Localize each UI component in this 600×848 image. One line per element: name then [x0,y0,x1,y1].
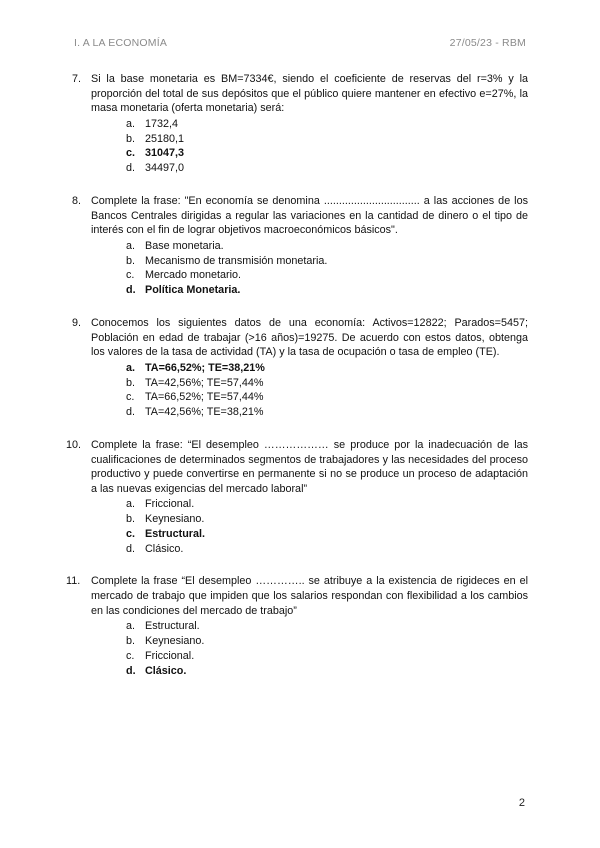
answer-option [91,512,528,527]
page-number: 2 [518,797,525,809]
answer-option [91,239,528,254]
option-text: Clásico. [145,664,187,677]
answer-option [91,161,528,176]
answer-option [91,376,528,391]
option-text: Friccional. [145,498,195,511]
option-text: Estructural. [145,527,205,540]
page-header [74,37,526,51]
question-text: Complete la frase “El desempleo ………….. se atribuye a la existencia de rigideces en el mercado de trabajo que impiden que los salarios respondan con flexibilidad a los cambios en las condiciones del mercado de trabajo” [91,575,528,617]
answer-option [91,254,528,269]
question-number: 10. [66,438,82,451]
answer-option [91,117,528,132]
answer-options [91,619,528,678]
question-text: Complete la frase: "En economía se denomina ................................ a las acciones de los Bancos Centrales dirigidas a regular las variaciones en la cantidad de dinero o el tipo de interés con el fin de lograr objetivos macroeconómicos básicos". [91,194,528,237]
option-letter: d. [126,162,136,175]
option-letter: c. [126,147,136,160]
option-letter: d. [126,664,136,677]
option-letter: d. [126,284,136,297]
answer-option [91,664,528,679]
option-letter: a. [126,117,136,130]
question-text: Complete la frase: “El desempleo ……………… se produce por la inadecuación de las cualificaciones de determinados segmentos de trabajadores y las necesidades del proceso productivo y puede convertirse en permanente si no se produce un proceso de adaptación a las nuevas exigencias del mercado laboral” [91,438,528,495]
option-text: TA=42,56%; TE=38,21% [145,406,264,419]
option-text: Keynesiano. [145,635,205,648]
option-text: TA=66,52%; TE=38,21% [145,361,265,374]
question-item [66,438,528,557]
question-number: 9. [72,316,82,329]
option-letter: a. [126,620,136,633]
option-text: Base monetaria. [145,239,224,252]
option-letter: b. [126,132,136,145]
answer-option [91,132,528,147]
option-letter: d. [126,542,136,555]
option-text: Mercado monetario. [145,269,242,282]
question-number: 7. [72,73,82,85]
question-number: 11. [66,575,81,588]
option-letter: c. [126,649,135,662]
option-letter: b. [126,513,136,526]
answer-option [91,542,528,557]
option-letter: b. [126,254,136,267]
question-item [66,574,528,678]
option-text: Keynesiano. [145,513,205,526]
option-text: Política Monetaria. [145,284,241,297]
option-letter: c. [126,391,135,404]
answer-options [91,239,528,298]
question-item [72,316,528,420]
option-letter: b. [126,635,136,648]
option-text: 25180,1 [145,132,185,145]
option-text: Estructural. [145,620,200,633]
option-text: TA=66,52%; TE=57,44% [145,391,264,404]
option-text: 1732,4 [145,117,179,130]
option-text: 31047,3 [145,147,185,160]
option-letter: a. [126,498,136,511]
question-item [72,72,528,176]
question-text: Conocemos los siguientes datos de una economía: Activos=12822; Parados=5457; Población en edad de trabajar (>16 años)=19275. De acuerdo con estos datos, obtenga los valores de la tasa de actividad (TA) y la tasa de ocupación o tasa de empleo (TE). [91,316,528,359]
answer-option [91,634,528,649]
option-letter: a. [126,239,136,252]
answer-options [91,497,528,556]
question-text: Si la base monetaria es BM=7334€, siendo el coeficiente de reservas del r=3% y la proporción del total de sus depósitos que el público quiere mantener en efectivo e=27%, la masa monetaria (oferta monetaria) será: [91,73,528,115]
option-letter: b. [126,376,136,389]
answer-options [91,361,528,420]
answer-option [91,497,528,512]
answer-options [91,117,528,176]
option-letter: c. [126,527,136,540]
option-letter: d. [126,406,136,419]
answer-option [91,390,528,405]
header-date-author: 27/05/23 - RBM [449,37,526,49]
option-text: Mecanismo de transmisión monetaria. [145,254,328,267]
question-list [66,72,528,696]
answer-option [91,361,528,376]
answer-option [91,527,528,542]
option-text: Friccional. [145,649,195,662]
option-text: Clásico. [145,542,184,555]
answer-option [91,146,528,161]
answer-option [91,619,528,634]
header-section-title: I. A LA ECONOMÍA [74,37,168,49]
option-text: 34497,0 [145,162,185,175]
option-letter: a. [126,361,136,374]
option-text: TA=42,56%; TE=57,44% [145,376,264,389]
answer-option [91,405,528,420]
answer-option [91,649,528,664]
option-letter: c. [126,269,135,282]
answer-option [91,268,528,283]
question-item [72,194,528,298]
answer-option [91,283,528,298]
question-number: 8. [72,194,82,207]
